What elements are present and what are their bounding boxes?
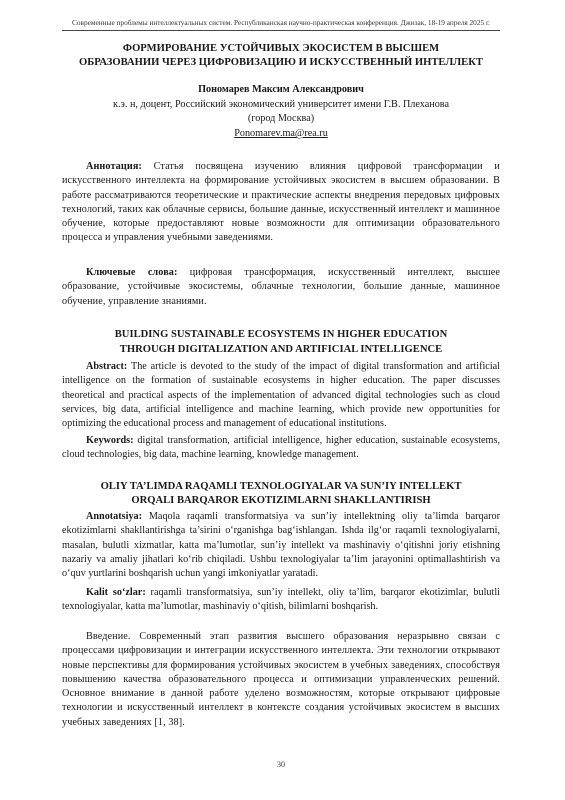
ru-keywords-text: цифровая трансформация, искусственный интеллект, высшее образование, устойчивые экосистемы, облачные технологии, большие данные, машинное обучение, управление знаниями. (62, 267, 500, 307)
ru-title-line-2: ОБРАЗОВАНИИ ЧЕРЕЗ ЦИФРОВИЗАЦИЮ И ИСКУССТВЕННЫЙ ИНТЕЛЛЕКТ (79, 57, 483, 68)
intro-paragraph: Введение. Современный этап развития высшего образования неразрывно связан с процессами цифровизации и интеграции искусственного интеллекта. Эти технологии открывают новые перспективы для формирования устойчивых экосистем в учебных заведениях, способствуя повышению качества образовательного процесса и оптимизации управленческих решений. Основное внимание в данной работе уделено возможностям, которые открывают цифровые технологии и искусственный интеллект в контексте создания устойчивых экосистем в высших учебных заведениях [1, 38]. (62, 631, 500, 728)
en-abstract-text: The article is devoted to the study of the impact of digital transformation and artificial intelligence on the formation of sustainable ecosystems in higher education. The paper discusses theoretical and practical aspects of the implementation of advanced digital technologies such as cloud services, big data, artificial intelligence and machine learning, which provide new opportunities for optimizing the educational process and management of educational institutions. (62, 361, 500, 430)
author-name: Пономарев Максим Александрович (198, 84, 364, 95)
ru-keywords-label: Ключевые слова: (86, 267, 178, 278)
en-keywords-label: Keywords: (86, 435, 134, 446)
en-keywords-text: digital transformation, artificial intelligence, higher education, sustainable ecosystems, cloud technologies, big data, machine learning, knowledge management. (62, 435, 500, 461)
uz-abstract (62, 510, 500, 581)
page-number: 30 (277, 760, 285, 769)
en-keywords (62, 434, 500, 463)
ru-abstract-label: Аннотация: (86, 161, 142, 172)
uz-abstract-text: Maqola raqamli transformatsiya va sun’iy intellektning oliy ta’limda barqaror ekotizimlarni shakllantirishga ta’sirini o‘rganishga bag‘ishlangan. Ishda ilg‘or raqamli texnologiyalarni, masalan, bulutli xizmatlar, katta ma’lumotlar, sun’iy intellekt va mashinaviy o‘qitishni joriy etishning nazariy va amaliy jihatlari ko‘rib chiqiladi. Ushbu texnologiyalar ta’lim jarayonini optimallashtirish va o‘quv yurtlarini boshqarish uchun yangi imkoniyatlar yaratadi. (62, 511, 500, 580)
ru-title-line-1: ФОРМИРОВАНИЕ УСТОЙЧИВЫХ ЭКОСИСТЕМ В ВЫСШЕМ (122, 43, 440, 54)
ru-abstract (62, 160, 500, 246)
uz-abstract-label: Annotatsiya: (86, 511, 143, 522)
en-abstract (62, 360, 500, 431)
ru-abstract-text: Статья посвящена изучению влияния цифровой трансформации и искусственного интеллекта на формирование устойчивых экосистем в высшем образовании. В работе рассматриваются теоретические и практические аспекты внедрения передовых цифровых технологий, таких как облачные сервисы, большие данные, искусственный интеллект и машинное обучение, которые предоставляют новые возможности для оптимизации образовательного процесса и управления учебными заведениями. (62, 161, 500, 244)
uz-title-line-2: ORQALI BARQAROR EKOTIZIMLARNI SHAKLLANTIRISH (131, 495, 431, 506)
uz-keywords-label: Kalit so‘zlar: (86, 587, 146, 598)
author-city: (город Москва) (247, 113, 315, 124)
uz-keywords-text: raqamli transformatsiya, sun’iy intellekt, oliy ta’lim, barqaror ekotizimlar, bulutli texnologiyalar, katta ma’lumotlar, mashinaviy o‘qitish, bilimlarni boshqarish. (62, 587, 500, 613)
header-rule (62, 30, 500, 31)
running-head: Современные проблемы интеллектуальных систем. Республиканская научно-практическая конференция. Джизак, 18-19 апреля 2025 г. (72, 18, 490, 27)
author-affiliation: к.э. н, доцент, Российский экономический университет имени Г.В. Плеханова (113, 99, 449, 110)
author-email[interactable]: Ponomarev.ma@rea.ru (234, 128, 328, 139)
ru-keywords (62, 266, 500, 309)
en-title-line-1: BUILDING SUSTAINABLE ECOSYSTEMS IN HIGHER EDUCATION (114, 329, 448, 340)
uz-keywords (62, 586, 500, 615)
uz-title-line-1: OLIY TA’LIMDA RAQAMLI TEXNOLOGIYALAR VA SUN’IY INTELLEKT (100, 481, 462, 492)
en-title-line-2: THROUGH DIGITALIZATION AND ARTIFICIAL INTELLIGENCE (119, 344, 443, 355)
en-abstract-label: Abstract: (86, 361, 128, 372)
